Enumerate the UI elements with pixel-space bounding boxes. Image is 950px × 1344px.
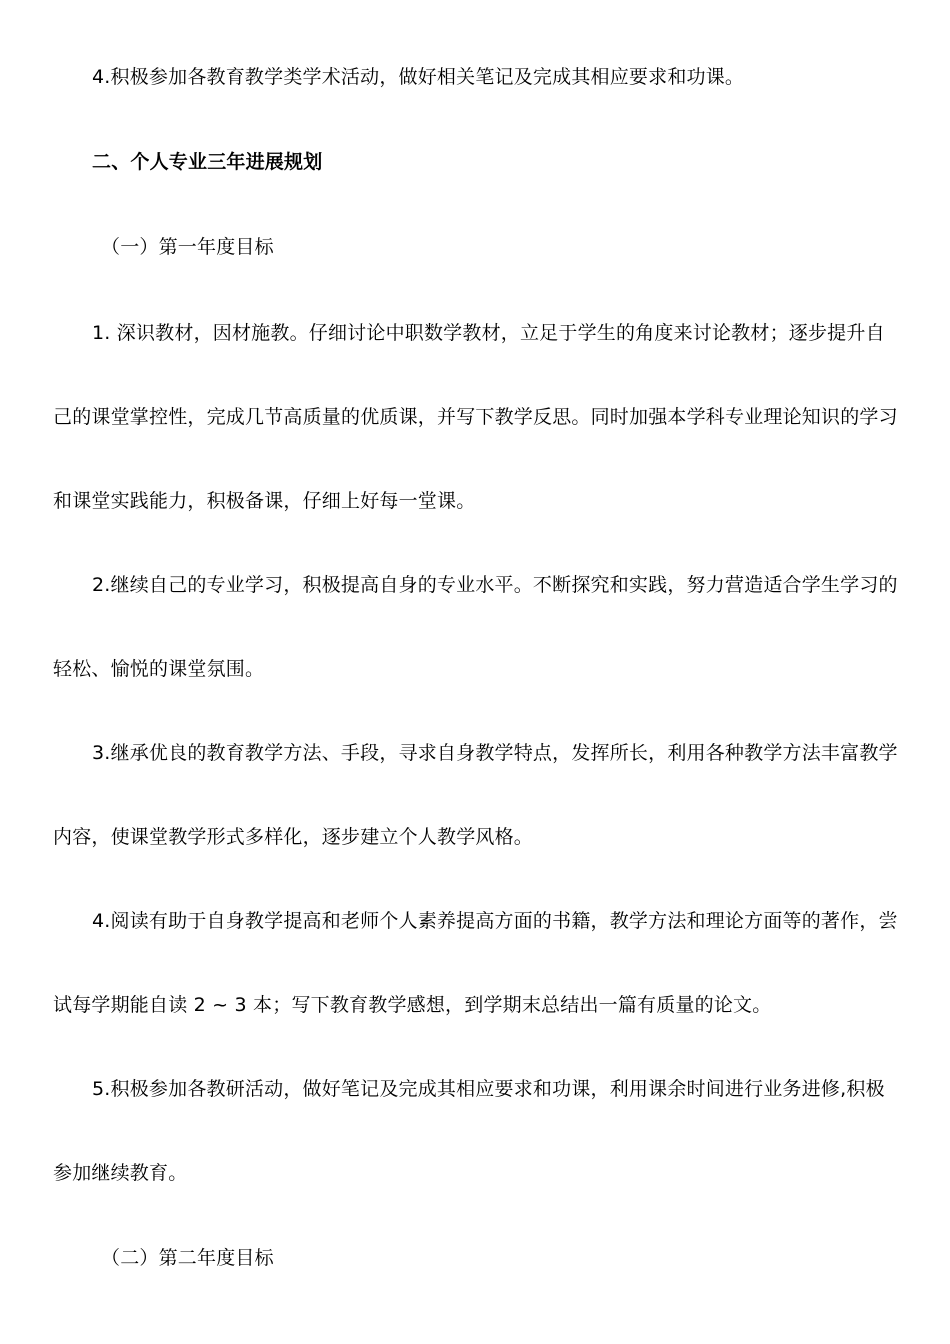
- paragraph-line: 参加继续教育。: [53, 1162, 188, 1184]
- paragraph-line: 轻松、愉悦的课堂氛围。: [53, 658, 265, 680]
- paragraph-line: 1. 深识教材，因材施教。仔细讨论中职数学教材，立足于学生的角度来讨论教材；逐步提升自: [92, 322, 885, 344]
- subsection-heading: （一）第一年度目标: [101, 236, 274, 258]
- paragraph-line: 试每学期能自读 2 ~ 3 本；写下教育教学感想，到学期末总结出一篇有质量的论文。: [53, 994, 772, 1016]
- paragraph-line: 3.继承优良的教育教学方法、手段，寻求自身教学特点，发挥所长，利用各种教学方法丰富教学: [92, 742, 898, 764]
- paragraph-line: 内容，使课堂教学形式多样化，逐步建立个人教学风格。: [53, 826, 534, 848]
- paragraph-line: 和课堂实践能力，积极备课，仔细上好每一堂课。: [53, 490, 476, 512]
- paragraph-line: 5.积极参加各教研活动，做好笔记及完成其相应要求和功课，利用课余时间进行业务进修,积极: [92, 1078, 885, 1100]
- paragraph-line: 4.阅读有助于自身教学提高和老师个人素养提高方面的书籍，教学方法和理论方面等的著作，尝: [92, 910, 898, 932]
- paragraph-line: 2.继续自己的专业学习，积极提高自身的专业水平。不断探究和实践，努力营造适合学生学习的: [92, 574, 898, 596]
- paragraph-line: 己的课堂掌控性，完成几节高质量的优质课，并写下教学反思。同时加强本学科专业理论知识的学习: [53, 406, 898, 428]
- subsection-heading: （二）第二年度目标: [101, 1247, 274, 1269]
- paragraph-line: 4.积极参加各教育教学类学术活动，做好相关笔记及完成其相应要求和功课。: [92, 66, 745, 88]
- section-heading: 二、个人专业三年进展规划: [92, 151, 323, 173]
